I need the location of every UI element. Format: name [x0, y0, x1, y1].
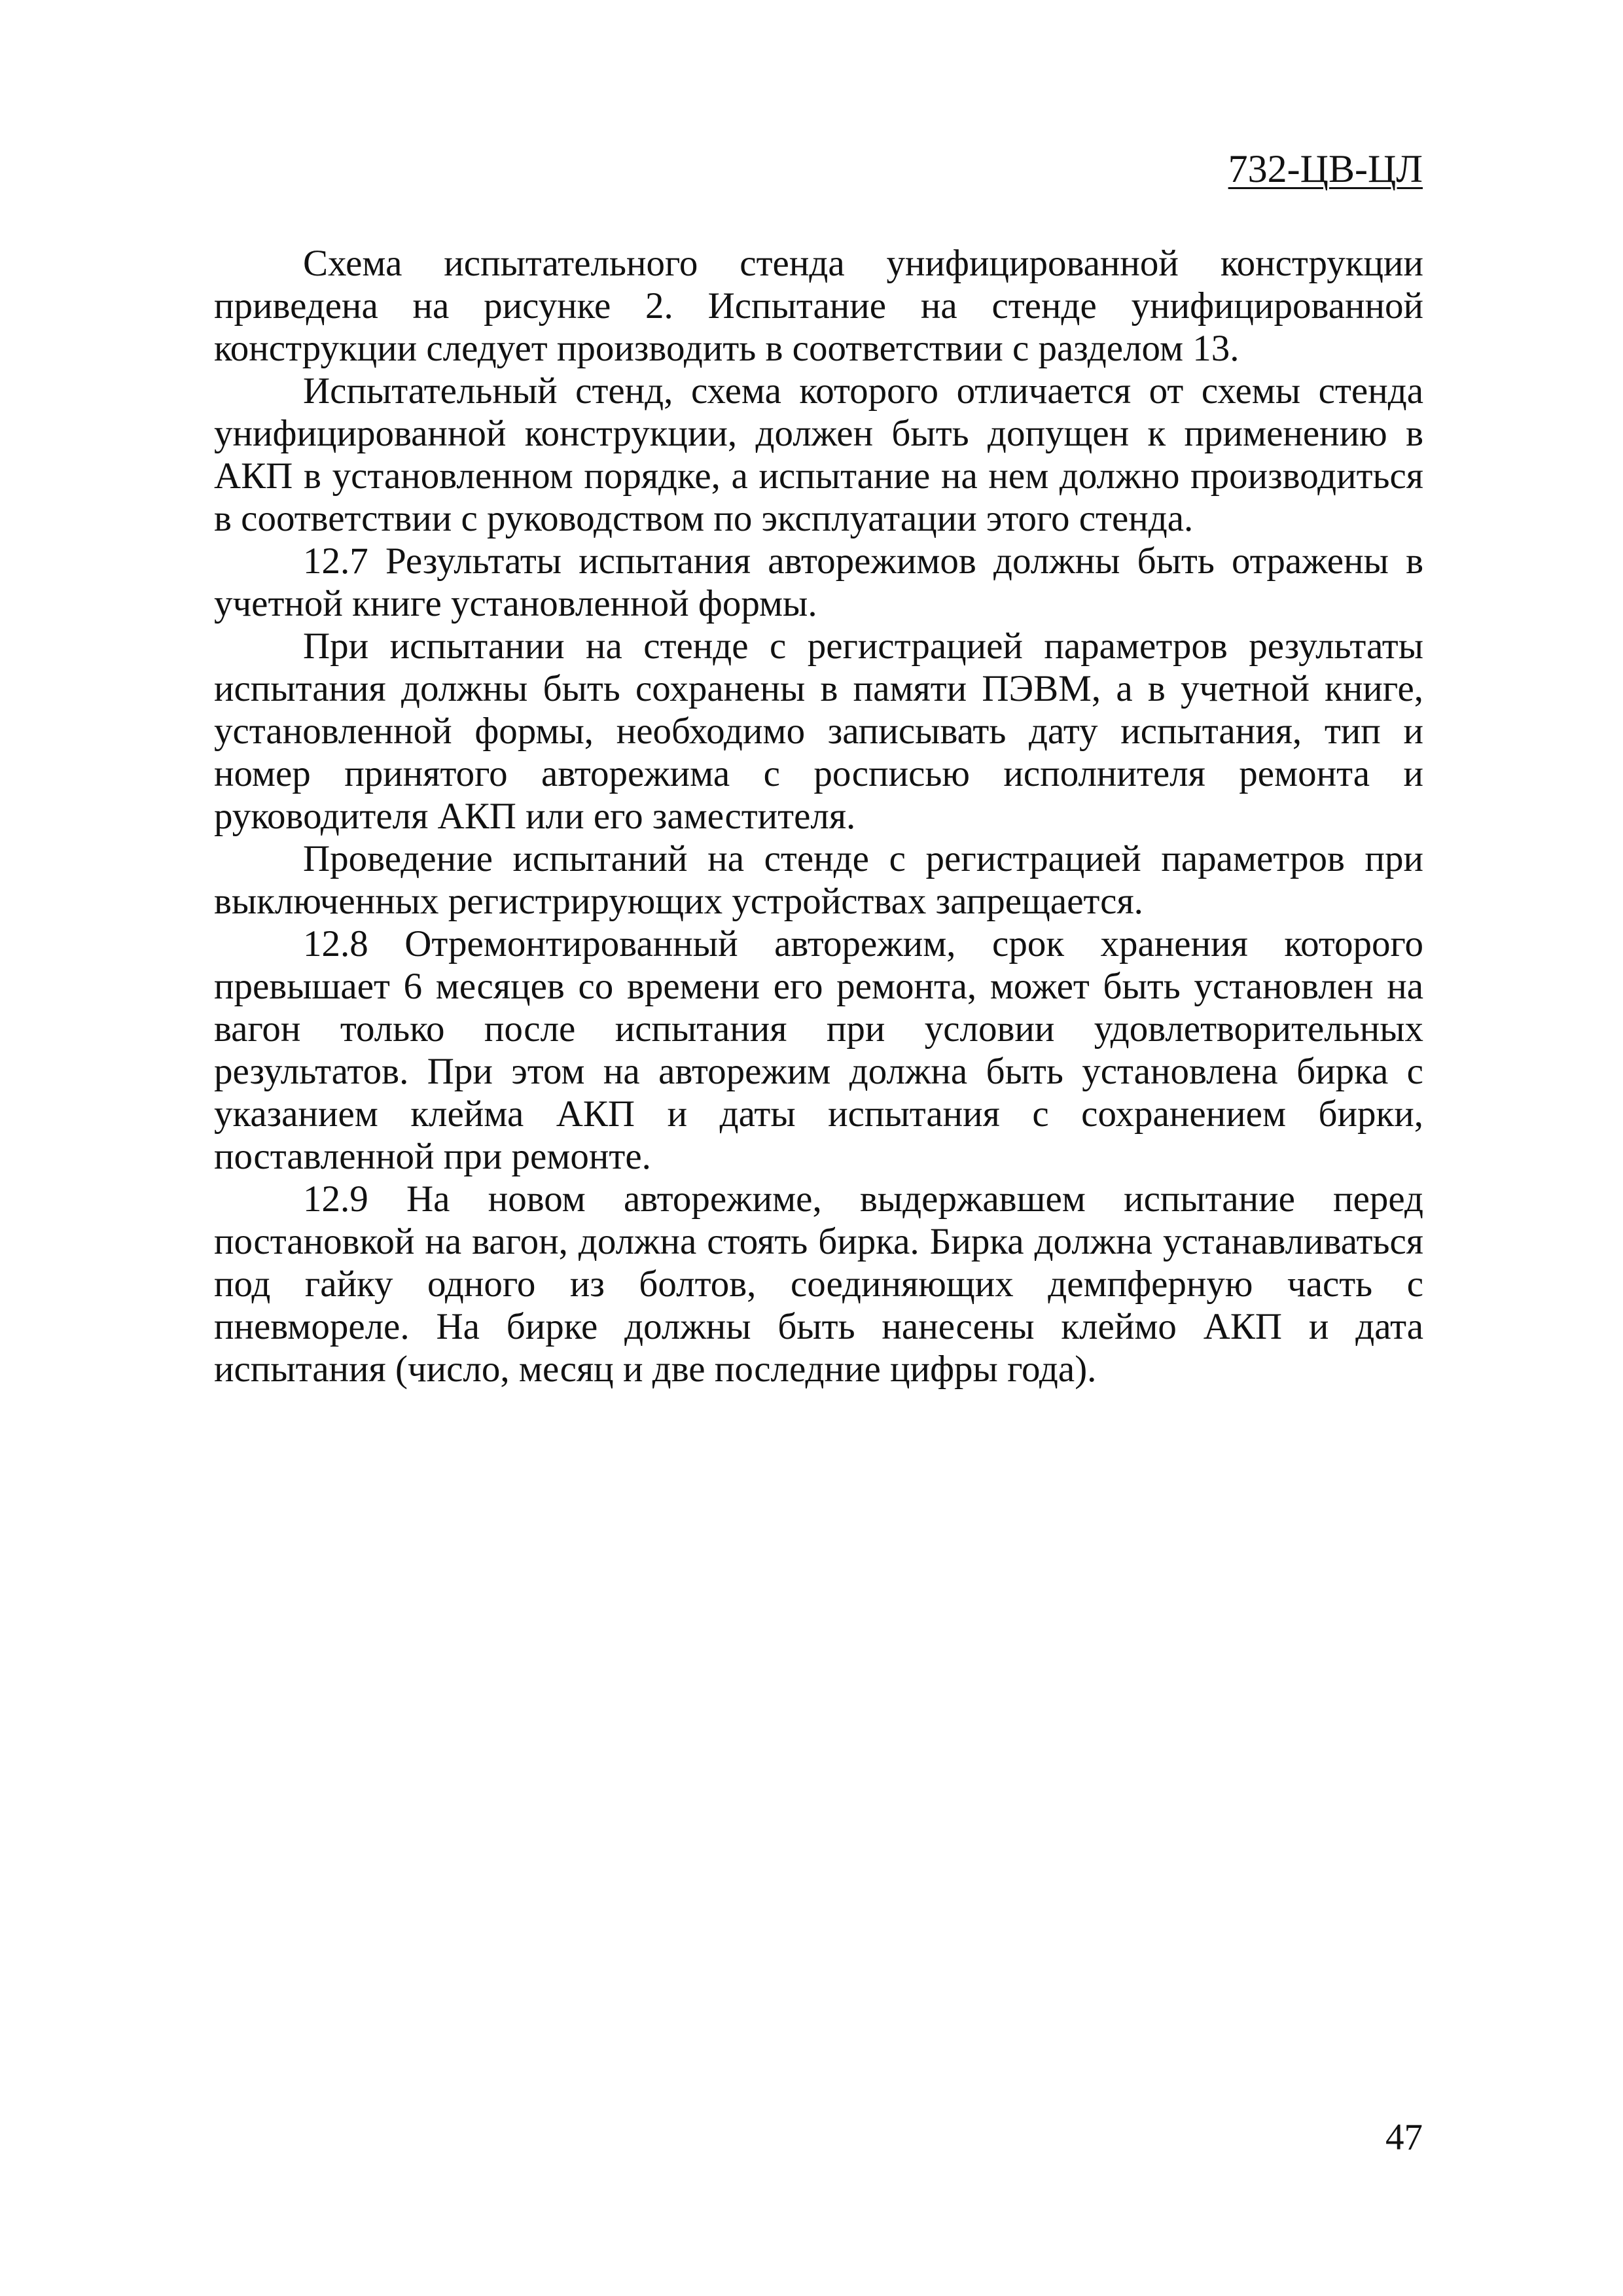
paragraph: 12.7 Результаты испытания авторежимов должны быть отражены в учетной книге установленной формы. [214, 540, 1423, 624]
body-text [214, 242, 1423, 1390]
paragraph: Схема испытательного стенда унифицированной конструкции приведена на рисунке 2. Испытание на стенде унифицированной конструкции следует производить в соответствии с разделом 13. [214, 243, 1423, 369]
paragraph: 12.8 Отремонтированный авторежим, срок хранения которого превышает 6 месяцев со времени его ремонта, может быть установлен на вагон только после испытания при условии удовлетворительных результатов. При этом на авторежим должна быть установлена бирка с указанием клейма АКП и даты испытания с сохранением бирки, поставленной при ремонте. [214, 923, 1423, 1177]
paragraph: Испытательный стенд, схема которого отличается от схемы стенда унифицированной конструкции, должен быть допущен к применению в АКП в установленном порядке, а испытание на нем должно производиться в соответствии с руководством по эксплуатации этого стенда. [214, 370, 1423, 539]
document-code: 732-ЦВ-ЦЛ [1228, 147, 1423, 190]
paragraph: 12.9 На новом авторежиме, выдержавшем испытание перед постановкой на вагон, должна стоять бирка. Бирка должна устанавливаться под гайку одного из болтов, соединяющих демпферную часть с пневмореле. На бирке должны быть нанесены клеймо АКП и дата испытания (число, месяц и две последние цифры года). [214, 1178, 1423, 1390]
paragraph: Проведение испытаний на стенде с регистрацией параметров при выключенных регистрирующих устройствах запрещается. [214, 838, 1423, 922]
paragraph: При испытании на стенде с регистрацией параметров результаты испытания должны быть сохранены в памяти ПЭВМ, а в учетной книге, установленной формы, необходимо записывать дату испытания, тип и номер принятого авторежима с росписью исполнителя ремонта и руководителя АКП или его заместителя. [214, 626, 1423, 837]
page-number: 47 [1385, 2117, 1423, 2158]
